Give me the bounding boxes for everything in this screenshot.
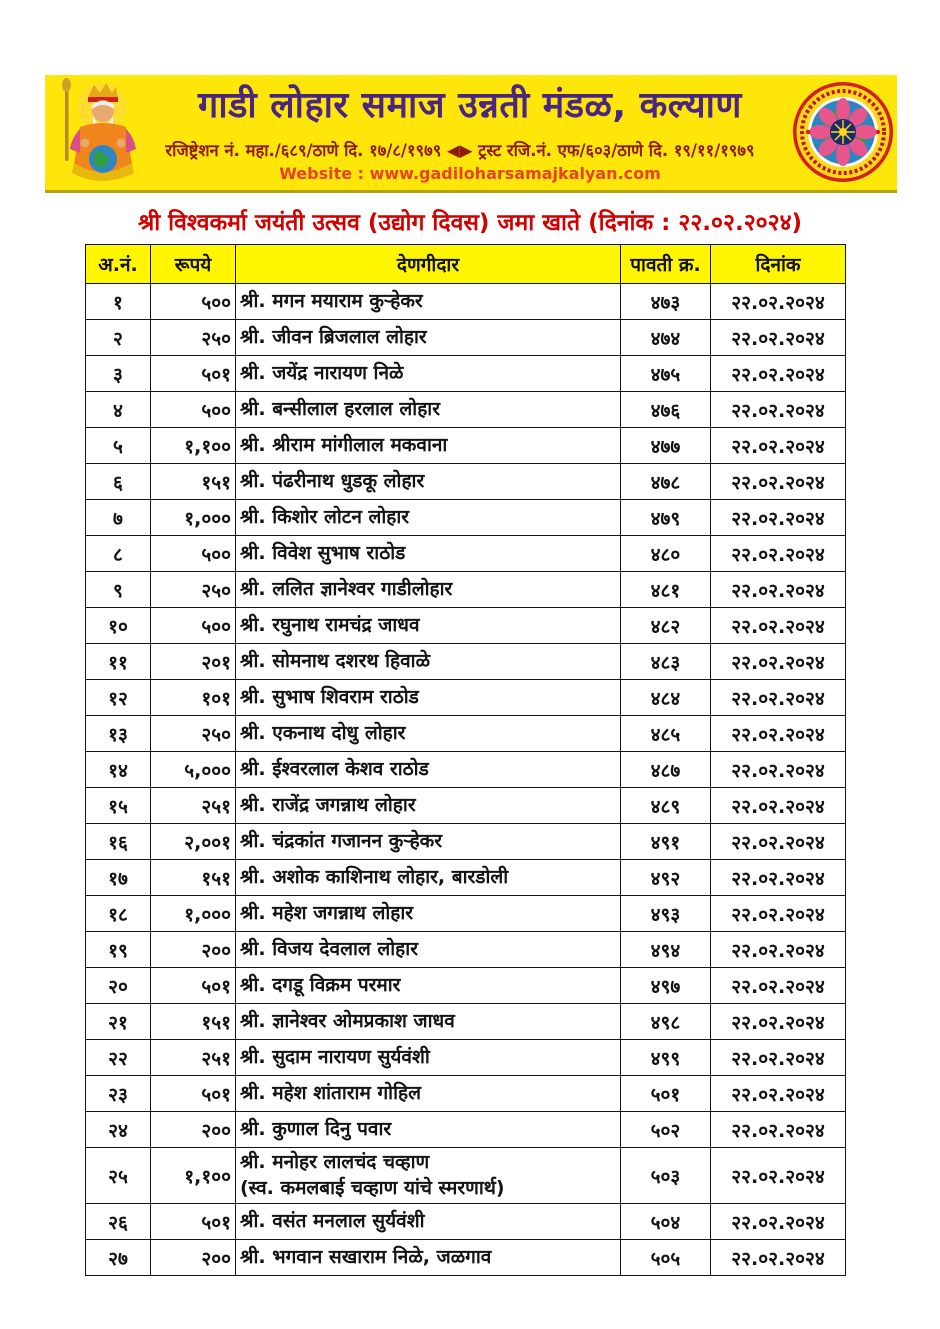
serial-number-cell: ९ [86,572,151,608]
date-cell: २२.०२.२०२४ [711,320,846,356]
receipt-number-cell: ४९८ [621,1004,711,1040]
serial-number-cell: २२ [86,1040,151,1076]
date-cell: २२.०२.२०२४ [711,860,846,896]
amount-cell: ५०१ [151,968,236,1004]
serial-number-cell: १५ [86,788,151,824]
table-row [86,716,846,752]
donor-name: श्री. पंढरीनाथ धुडकू लोहार [240,469,425,492]
donor-name: श्री. विवेश सुभाष राठोड [240,541,406,564]
donor-cell [236,284,621,320]
serial-number-cell: ११ [86,644,151,680]
table-row [86,536,846,572]
serial-number-cell: २४ [86,1112,151,1148]
donor-cell [236,500,621,536]
receipt-number-cell: ४८० [621,536,711,572]
donor-name: श्री. कुणाल दिनु पवार [240,1117,392,1140]
column-header-receipt-number: पावती क्र. [621,245,711,284]
receipt-number-cell: ४८१ [621,572,711,608]
amount-cell: १,१०० [151,428,236,464]
serial-number-cell: ८ [86,536,151,572]
donor-name: श्री. राजेंद्र जगन्नाथ लोहार [240,793,416,816]
table-row [86,824,846,860]
serial-number-cell: १७ [86,860,151,896]
date-cell: २२.०२.२०२४ [711,1204,846,1240]
date-cell: २२.०२.२०२४ [711,428,846,464]
donor-cell [236,968,621,1004]
amount-cell: २५१ [151,788,236,824]
receipt-number-cell: ५०४ [621,1204,711,1240]
donor-name: श्री. ईश्वरलाल केशव राठोड [240,757,429,780]
amount-cell: २५० [151,320,236,356]
table-row [86,1076,846,1112]
date-cell: २२.०२.२०२४ [711,608,846,644]
receipt-number-cell: ४८९ [621,788,711,824]
donor-cell [236,320,621,356]
date-cell: २२.०२.२०२४ [711,896,846,932]
donor-cell [236,536,621,572]
donor-cell [236,1076,621,1112]
table-row [86,1204,846,1240]
donor-cell [236,1148,621,1204]
serial-number-cell: ६ [86,464,151,500]
donor-name: श्री. मगन मयाराम कुऱ्हेकर [240,289,423,312]
table-header-row [86,245,846,284]
donor-name: श्री. वसंत मनलाल सुर्यवंशी [240,1209,425,1232]
donor-name: श्री. विजय देवलाल लोहार [240,937,418,960]
date-cell: २२.०२.२०२४ [711,752,846,788]
donor-name: श्री. दगडू विक्रम परमार [240,973,401,996]
date-cell: २२.०२.२०२४ [711,824,846,860]
table-row [86,896,846,932]
date-cell: २२.०२.२०२४ [711,536,846,572]
amount-cell: २०० [151,932,236,968]
vishwakarma-deity-image [52,77,148,191]
table-row [86,500,846,536]
serial-number-cell: २५ [86,1148,151,1204]
donor-memorial-note: (स्व. कमलबाई चव्हाण यांचे स्मरणार्थ) [240,1176,505,1199]
date-cell: २२.०२.२०२४ [711,572,846,608]
donor-cell [236,824,621,860]
date-cell: २२.०२.२०२४ [711,1112,846,1148]
receipt-number-cell: ५०१ [621,1076,711,1112]
table-row [86,464,846,500]
donation-table-body [86,284,846,1276]
column-header-donor: देणगीदार [236,245,621,284]
donor-name: श्री. ज्ञानेश्वर ओमप्रकाश जाधव [240,1009,455,1032]
receipt-number-cell: ५०५ [621,1240,711,1276]
donor-name: श्री. भगवान सखाराम निळे, जळगाव [240,1245,492,1268]
organization-emblem [791,80,895,184]
registration-line: रजिष्ट्रेशन नं. महा./६८९/ठाणे दि. १७/८/१९७९ ◀▶ ट्रस्ट रजि.नं. एफ/६०३/ठाणे दि. १९/११/१९७९ [165,141,755,160]
receipt-number-cell: ४७७ [621,428,711,464]
donor-cell [236,932,621,968]
receipt-number-cell: ४७८ [621,464,711,500]
amount-cell: ५०१ [151,1204,236,1240]
table-row [86,680,846,716]
date-cell: २२.०२.२०२४ [711,788,846,824]
donor-name: श्री. ललित ज्ञानेश्वर गाडीलोहार [240,577,453,600]
donor-name: श्री. श्रीराम मांगीलाल मकवाना [240,433,448,456]
donor-cell [236,356,621,392]
receipt-number-cell: ४९७ [621,968,711,1004]
date-cell: २२.०२.२०२४ [711,644,846,680]
table-row [86,860,846,896]
website-line: Website : www.gadiloharsamajkalyan.com [279,164,661,183]
table-row [86,608,846,644]
table-row [86,1240,846,1276]
table-row [86,1040,846,1076]
table-row [86,284,846,320]
receipt-number-cell: ४९९ [621,1040,711,1076]
date-cell: २२.०२.२०२४ [711,680,846,716]
table-row [86,1148,846,1204]
donor-name: श्री. महेश शांताराम गोहिल [240,1081,421,1104]
receipt-number-cell: ४९४ [621,932,711,968]
page-title: श्री विश्वकर्मा जयंती उत्सव (उद्योग दिवस) जमा खाते (दिनांक : २२.०२.२०२४) [137,210,803,236]
column-header-serial-number: अ.नं. [86,245,151,284]
receipt-number-cell: ४८७ [621,752,711,788]
donor-name: श्री. अशोक काशिनाथ लोहार, बारडोली [240,865,509,888]
receipt-number-cell: ४८५ [621,716,711,752]
receipt-number-cell: ४७६ [621,392,711,428]
amount-cell: २५१ [151,1040,236,1076]
date-cell: २२.०२.२०२४ [711,392,846,428]
donor-cell [236,1040,621,1076]
donor-cell [236,1112,621,1148]
amount-cell: ५०० [151,536,236,572]
donor-name: श्री. चंद्रकांत गजानन कुऱ्हेकर [240,829,443,852]
column-header-rupees: रूपये [151,245,236,284]
receipt-number-cell: ४९२ [621,860,711,896]
serial-number-cell: ४ [86,392,151,428]
serial-number-cell: २० [86,968,151,1004]
table-row [86,968,846,1004]
amount-cell: ५,००० [151,752,236,788]
date-cell: २२.०२.२०२४ [711,968,846,1004]
donor-cell [236,572,621,608]
receipt-number-cell: ५०३ [621,1148,711,1204]
date-cell: २२.०२.२०२४ [711,356,846,392]
donation-table [85,244,846,1276]
receipt-number-cell: ४८३ [621,644,711,680]
amount-cell: १५१ [151,860,236,896]
donor-name: श्री. जीवन ब्रिजलाल लोहार [240,325,427,348]
serial-number-cell: १ [86,284,151,320]
receipt-number-cell: ४८२ [621,608,711,644]
date-cell: २२.०२.२०२४ [711,1040,846,1076]
donor-name: श्री. जयेंद्र नारायण निळे [240,361,404,384]
donor-cell [236,752,621,788]
receipt-number-cell: ४८४ [621,680,711,716]
date-cell: २२.०२.२०२४ [711,716,846,752]
amount-cell: २५० [151,572,236,608]
amount-cell: ५०० [151,392,236,428]
serial-number-cell: ३ [86,356,151,392]
donor-name: श्री. किशोर लोटन लोहार [240,505,410,528]
serial-number-cell: १९ [86,932,151,968]
receipt-number-cell: ४७५ [621,356,711,392]
donor-cell [236,1204,621,1240]
donor-cell [236,860,621,896]
donor-cell [236,896,621,932]
date-cell: २२.०२.२०२४ [711,932,846,968]
table-row [86,788,846,824]
donor-name: श्री. मनोहर लालचंद चव्हाण [240,1151,430,1173]
amount-cell: ५०१ [151,356,236,392]
amount-cell: २०० [151,1240,236,1276]
serial-number-cell: २ [86,320,151,356]
donor-cell [236,1240,621,1276]
serial-number-cell: ५ [86,428,151,464]
table-row [86,752,846,788]
donor-cell [236,788,621,824]
donor-cell [236,1004,621,1040]
receipt-number-cell: ५०२ [621,1112,711,1148]
donor-name: श्री. रघुनाथ रामचंद्र जाधव [240,613,420,636]
donor-cell [236,608,621,644]
date-cell: २२.०२.२०२४ [711,1240,846,1276]
serial-number-cell: २६ [86,1204,151,1240]
amount-cell: १,००० [151,500,236,536]
receipt-number-cell: ४७३ [621,284,711,320]
table-row [86,428,846,464]
date-cell: २२.०२.२०२४ [711,500,846,536]
table-row [86,932,846,968]
amount-cell: २०१ [151,644,236,680]
table-row [86,1004,846,1040]
table-row [86,356,846,392]
date-cell: २२.०२.२०२४ [711,284,846,320]
serial-number-cell: २७ [86,1240,151,1276]
serial-number-cell: १० [86,608,151,644]
amount-cell: १५१ [151,464,236,500]
amount-cell: ५०१ [151,1076,236,1112]
date-cell: २२.०२.२०२४ [711,1004,846,1040]
receipt-number-cell: ४७४ [621,320,711,356]
donor-cell [236,464,621,500]
donor-cell [236,716,621,752]
receipt-number-cell: ४७९ [621,500,711,536]
serial-number-cell: १८ [86,896,151,932]
amount-cell: १०१ [151,680,236,716]
donor-name: श्री. एकनाथ दोधु लोहार [240,721,406,744]
donor-name: श्री. सुभाष शिवराम राठोड [240,685,419,708]
column-header-date: दिनांक [711,245,846,284]
date-cell: २२.०२.२०२४ [711,1148,846,1204]
table-row [86,320,846,356]
serial-number-cell: १६ [86,824,151,860]
serial-number-cell: १२ [86,680,151,716]
receipt-number-cell: ४९३ [621,896,711,932]
donor-cell [236,428,621,464]
organization-name: गाडी लोहार समाज उन्नती मंडळ, कल्याण [198,85,742,126]
donor-cell [236,680,621,716]
donor-name: श्री. बन्सीलाल हरलाल लोहार [240,397,440,420]
amount-cell: २,००१ [151,824,236,860]
table-row [86,644,846,680]
amount-cell: ५०० [151,284,236,320]
amount-cell: १५१ [151,1004,236,1040]
donor-name: श्री. सोमनाथ दशरथ हिवाळे [240,649,431,672]
amount-cell: २५० [151,716,236,752]
serial-number-cell: ७ [86,500,151,536]
donor-cell [236,644,621,680]
donor-name: श्री. महेश जगन्नाथ लोहार [240,901,414,924]
serial-number-cell: १३ [86,716,151,752]
table-row [86,392,846,428]
table-row [86,572,846,608]
serial-number-cell: १४ [86,752,151,788]
serial-number-cell: २१ [86,1004,151,1040]
date-cell: २२.०२.२०२४ [711,464,846,500]
serial-number-cell: २३ [86,1076,151,1112]
date-cell: २२.०२.२०२४ [711,1076,846,1112]
amount-cell: ५०० [151,608,236,644]
donor-cell [236,392,621,428]
amount-cell: १,००० [151,896,236,932]
donor-name: श्री. सुदाम नारायण सुर्यवंशी [240,1045,430,1068]
table-row [86,1112,846,1148]
receipt-number-cell: ४९१ [621,824,711,860]
amount-cell: १,१०० [151,1148,236,1204]
amount-cell: २०० [151,1112,236,1148]
